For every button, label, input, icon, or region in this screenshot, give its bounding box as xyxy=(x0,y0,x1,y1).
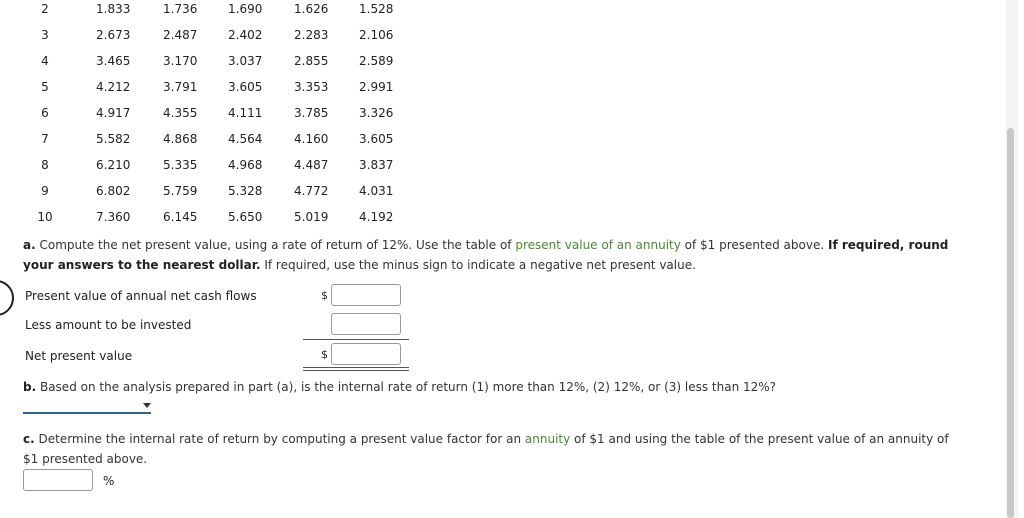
period-cell: 4 xyxy=(41,54,49,68)
period-cell: 3 xyxy=(41,28,49,42)
pv-cash-flows-input[interactable] xyxy=(331,284,401,306)
total-rule-1 xyxy=(303,367,409,368)
period-cell: 6 xyxy=(41,106,49,120)
npv-label: Net present value xyxy=(25,349,133,363)
part-c-instructions: c. Determine the internal rate of return by computing a present value factor for an annuity of $1 and using the table of the present value of an annuity of $1 presented above. xyxy=(23,432,949,466)
factor-cell: 3.785 xyxy=(294,106,329,120)
table-row xyxy=(0,54,420,80)
factor-cell: 5.582 xyxy=(96,132,131,146)
pv-annuity-link[interactable]: present value of an annuity xyxy=(515,238,681,252)
factor-cell: 5.328 xyxy=(228,184,263,198)
percent-unit: % xyxy=(103,474,115,488)
factor-cell: 3.837 xyxy=(359,158,394,172)
factor-cell: 3.353 xyxy=(294,80,329,94)
factor-cell: 2.106 xyxy=(359,28,394,42)
factor-cell: 4.192 xyxy=(359,210,394,224)
factor-cell: 6.145 xyxy=(163,210,198,224)
factor-cell: 1.736 xyxy=(163,2,198,16)
factor-cell: 6.802 xyxy=(96,184,131,198)
factor-cell: 4.160 xyxy=(294,132,329,146)
factor-cell: 1.690 xyxy=(228,2,263,16)
pv-cash-flows-label: Present value of annual net cash flows xyxy=(25,289,257,303)
factor-cell: 3.170 xyxy=(163,54,198,68)
factor-cell: 6.210 xyxy=(96,158,131,172)
factor-cell: 4.564 xyxy=(228,132,263,146)
factor-cell: 7.360 xyxy=(96,210,131,224)
period-cell: 9 xyxy=(41,184,49,198)
npv-input[interactable] xyxy=(331,343,401,365)
factor-cell: 5.335 xyxy=(163,158,198,172)
factor-cell: 5.650 xyxy=(228,210,263,224)
period-cell: 5 xyxy=(41,80,49,94)
period-cell: 8 xyxy=(41,158,49,172)
total-rule-2 xyxy=(303,370,409,371)
factor-cell: 5.759 xyxy=(163,184,198,198)
factor-cell: 4.917 xyxy=(96,106,131,120)
irr-input[interactable] xyxy=(23,469,93,491)
part-a-label: a. xyxy=(23,238,36,252)
step-marker-circle xyxy=(0,280,14,316)
factor-cell: 2.589 xyxy=(359,54,394,68)
table-row xyxy=(0,210,420,236)
factor-cell: 4.968 xyxy=(228,158,263,172)
factor-cell: 5.019 xyxy=(294,210,329,224)
part-a-instructions: a. Compute the net present value, using a rate of return of 12%. Use the table of present value of an annuity of $1 presented above. If required, round your answers to the nearest dollar. If required, use the minus sign to indicate a negative net present value. xyxy=(23,238,949,272)
subtotal-rule xyxy=(303,339,409,340)
table-row xyxy=(0,2,420,28)
factor-cell: 2.855 xyxy=(294,54,329,68)
table-row xyxy=(0,106,420,132)
factor-cell: 3.605 xyxy=(359,132,394,146)
factor-cell: 1.528 xyxy=(359,2,394,16)
factor-cell: 4.487 xyxy=(294,158,329,172)
chevron-down-icon xyxy=(143,403,151,408)
factor-cell: 3.605 xyxy=(228,80,263,94)
factor-cell: 3.465 xyxy=(96,54,131,68)
table-row xyxy=(0,28,420,54)
factor-cell: 1.833 xyxy=(96,2,131,16)
table-row xyxy=(0,132,420,158)
annuity-link[interactable]: annuity xyxy=(524,432,571,446)
amount-invested-input[interactable] xyxy=(331,313,401,335)
part-b-label: b. xyxy=(23,380,37,394)
factor-cell: 2.487 xyxy=(163,28,198,42)
factor-cell: 4.355 xyxy=(163,106,198,120)
factor-cell: 2.283 xyxy=(294,28,329,42)
factor-cell: 3.791 xyxy=(163,80,198,94)
part-c-label: c. xyxy=(23,432,35,446)
amount-invested-label: Less amount to be invested xyxy=(25,318,192,332)
npv-currency-sign: $ xyxy=(321,348,328,361)
factor-cell: 3.037 xyxy=(228,54,263,68)
scrollbar-thumb[interactable] xyxy=(1007,128,1014,518)
factor-cell: 2.673 xyxy=(96,28,131,42)
factor-cell: 2.402 xyxy=(228,28,263,42)
factor-cell: 4.212 xyxy=(96,80,131,94)
pv-currency-sign: $ xyxy=(321,289,328,302)
irr-comparison-select[interactable] xyxy=(23,400,151,414)
factor-cell: 4.111 xyxy=(228,106,263,120)
factor-cell: 1.626 xyxy=(294,2,329,16)
factor-cell: 4.031 xyxy=(359,184,394,198)
table-row xyxy=(0,80,420,106)
factor-cell: 3.326 xyxy=(359,106,394,120)
period-cell: 7 xyxy=(41,132,49,146)
table-row xyxy=(0,158,420,184)
part-b-question: b. Based on the analysis prepared in part (a), is the internal rate of return (1) more than 12%, (2) 12%, or (3) less than 12%? xyxy=(23,380,777,394)
factor-cell: 4.772 xyxy=(294,184,329,198)
period-cell: 10 xyxy=(37,210,53,224)
factor-cell: 4.868 xyxy=(163,132,198,146)
table-row xyxy=(0,184,420,210)
period-cell: 2 xyxy=(41,2,49,16)
factor-cell: 2.991 xyxy=(359,80,394,94)
